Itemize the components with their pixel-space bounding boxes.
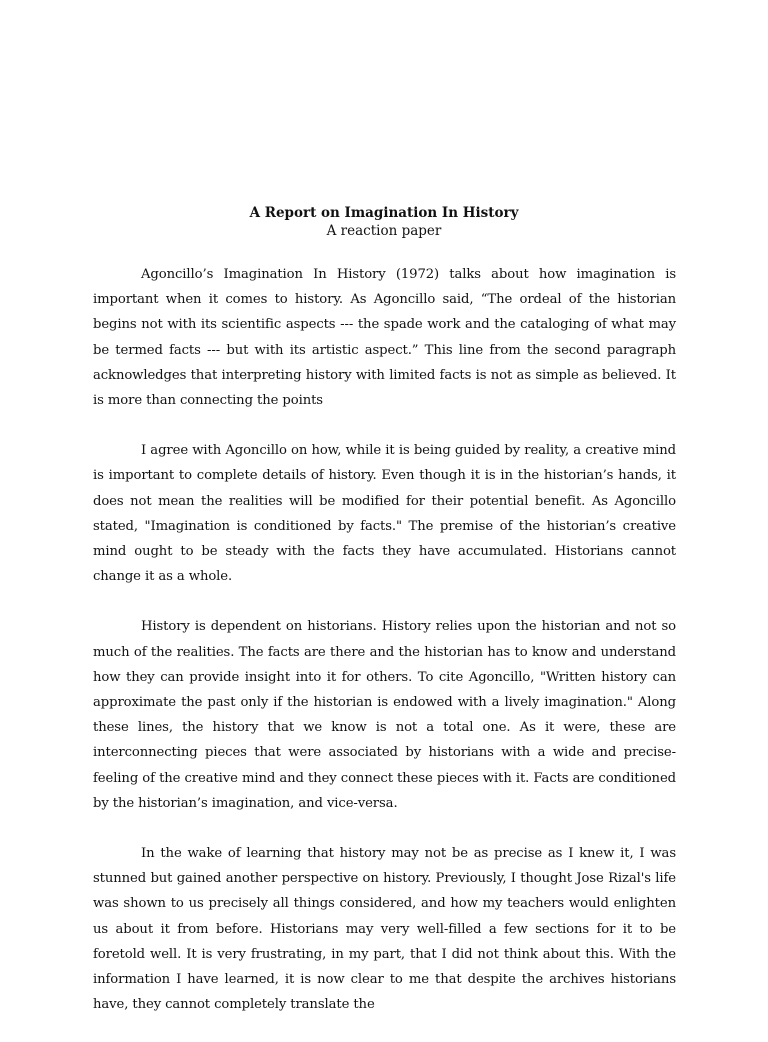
paragraph-4: In the wake of learning that history may not be as precise as I knew it, I was stunned but gained another perspective on history. Previously, I thought Jose Rizal's life was shown to us precisely all things considered, and how my teachers would enlighten us about it from before. Historians may very well-filled a few sections for it to be foretold well. It is very frustrating, in my part, that I did not think about this. With the information I have learned, it is now clear to me that despite the archives historians have, they cannot completely translate the (93, 846, 676, 1013)
document-title: A Report on Imagination In History (249, 205, 519, 221)
document-subtitle: A reaction paper (326, 223, 442, 239)
paragraph-1: Agoncillo’s Imagination In History (1972) talks about how imagination is important when it comes to history. As Agoncillo said, “The ordeal of the historian begins not with its scientific aspects --- the spade work and the cataloging of what may be termed facts --- but with its artistic aspect.” This line from the second paragraph acknowledges that interpreting history with limited facts is not as simple as believed. It is more than connecting the points (93, 267, 676, 409)
paragraph-2: I agree with Agoncillo on how, while it is being guided by reality, a creative mind is important to complete details of history. Even though it is in the historian’s hands, it does not mean the realities will be modified for their potential benefit. As Agoncillo stated, "Imagination is conditioned by facts." The premise of the historian’s creative mind ought to be steady with the facts they have accumulated. Historians cannot change it as a whole. (93, 443, 676, 585)
paragraph-3: History is dependent on historians. History relies upon the historian and not so much of the realities. The facts are there and the historian has to know and understand how they can provide insight into it for others. To cite Agoncillo, "Written history can approximate the past only if the historian is endowed with a lively imagination." Along these lines, the history that we know is not a total one. As it were, these are interconnecting pieces that were associated by historians with a wide and precise-feeling of the creative mind and they connect these pieces with it. Facts are conditioned by the historian’s imagination, and vice-versa. (93, 619, 676, 811)
document-body (93, 262, 676, 1042)
